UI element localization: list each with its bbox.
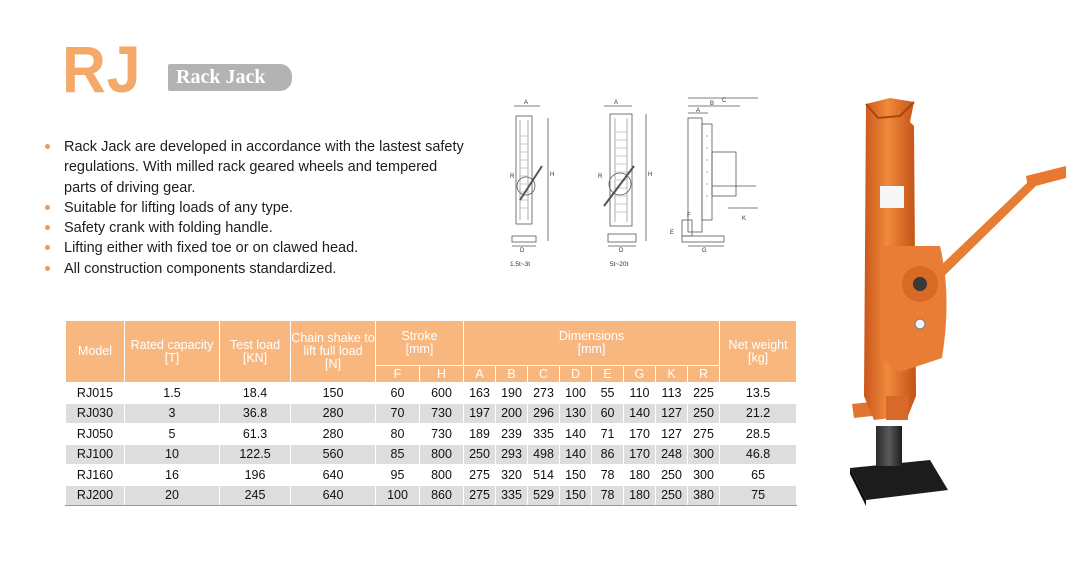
sub-header: D — [560, 366, 592, 383]
dim-label-a: A — [614, 100, 619, 106]
table-cell: 21.2 — [720, 403, 797, 424]
table-cell: 730 — [420, 424, 464, 445]
table-cell: 46.8 — [720, 444, 797, 465]
table-cell: 335 — [528, 424, 560, 445]
col-header-stroke: Stroke [mm] — [376, 321, 464, 366]
table-cell: 10 — [125, 444, 220, 465]
page-title: RJ — [62, 32, 142, 106]
sub-header: H — [420, 366, 464, 383]
dim-label-h: H — [550, 172, 555, 178]
table-cell: 860 — [420, 485, 464, 506]
table-cell: 335 — [496, 485, 528, 506]
table-cell: 86 — [592, 444, 624, 465]
table-cell: 1.5 — [125, 383, 220, 404]
table-cell: RJ030 — [66, 403, 125, 424]
table-cell: 730 — [420, 403, 464, 424]
sub-header: B — [496, 366, 528, 383]
table-cell: 130 — [560, 403, 592, 424]
table-cell: 71 — [592, 424, 624, 445]
technical-drawing-side — [668, 96, 764, 271]
table-cell: 65 — [720, 465, 797, 486]
table-cell: 800 — [420, 465, 464, 486]
dim-label-b: B — [710, 101, 715, 107]
table-cell: 180 — [624, 485, 656, 506]
table-cell: 80 — [376, 424, 420, 445]
table-cell: 293 — [496, 444, 528, 465]
col-header-chain: Chain shake to lift full load [N] — [291, 321, 376, 383]
drawing-caption: 5t~20t — [610, 261, 629, 268]
table-cell: 196 — [220, 465, 291, 486]
table-row — [66, 465, 797, 486]
table-cell: 275 — [688, 424, 720, 445]
table-cell: 197 — [464, 403, 496, 424]
table-cell: 275 — [464, 465, 496, 486]
table-cell: 100 — [376, 485, 420, 506]
table-cell: 250 — [656, 465, 688, 486]
table-row — [66, 444, 797, 465]
table-cell: 498 — [528, 444, 560, 465]
dim-label-c: C — [722, 98, 727, 104]
table-cell: 380 — [688, 485, 720, 506]
table-cell: 55 — [592, 383, 624, 404]
table-cell: 5 — [125, 424, 220, 445]
table-cell: 250 — [656, 485, 688, 506]
table-cell: 60 — [592, 403, 624, 424]
table-cell: 95 — [376, 465, 420, 486]
table-cell: 36.8 — [220, 403, 291, 424]
table-cell: 150 — [291, 383, 376, 404]
table-row — [66, 485, 797, 506]
table-cell: 640 — [291, 465, 376, 486]
table-cell: 127 — [656, 403, 688, 424]
table-cell: 60 — [376, 383, 420, 404]
table-cell: 28.5 — [720, 424, 797, 445]
table-cell: 140 — [560, 424, 592, 445]
table-cell: 170 — [624, 444, 656, 465]
spec-table-body — [66, 383, 797, 506]
sub-header: E — [592, 366, 624, 383]
table-cell: 239 — [496, 424, 528, 445]
table-cell: 20 — [125, 485, 220, 506]
table-cell: 85 — [376, 444, 420, 465]
dim-label-f: F — [687, 213, 691, 219]
col-header-test-load: Test load [KN] — [220, 321, 291, 383]
rack-jack-photo — [830, 96, 1070, 516]
table-cell: 127 — [656, 424, 688, 445]
technical-drawing-large — [590, 96, 670, 271]
feature-item: Safety crank with folding handle. — [44, 218, 464, 238]
table-cell: 75 — [720, 485, 797, 506]
table-cell: 248 — [656, 444, 688, 465]
col-header-model: Model — [66, 321, 125, 383]
table-cell: 189 — [464, 424, 496, 445]
table-row — [66, 403, 797, 424]
table-cell: 70 — [376, 403, 420, 424]
table-cell: 180 — [624, 465, 656, 486]
table-cell: 78 — [592, 465, 624, 486]
table-cell: 514 — [528, 465, 560, 486]
table-cell: RJ100 — [66, 444, 125, 465]
spec-table — [65, 320, 797, 506]
sub-header: C — [528, 366, 560, 383]
dim-label-k: K — [742, 216, 747, 222]
feature-item: Rack Jack are developed in accordance with the lastest safety regulations. With milled rack geared wheels and tempered parts of driving gear. — [44, 137, 464, 198]
drawing-caption: 1.5t~3t — [510, 261, 531, 268]
table-cell: 18.4 — [220, 383, 291, 404]
table-cell: 140 — [624, 403, 656, 424]
sub-header: G — [624, 366, 656, 383]
dim-label-h: H — [648, 172, 653, 178]
table-cell: RJ200 — [66, 485, 125, 506]
col-header-weight: Net weight [kg] — [720, 321, 797, 383]
table-cell: 163 — [464, 383, 496, 404]
col-header-capacity: Rated capacity [T] — [125, 321, 220, 383]
table-cell: 250 — [464, 444, 496, 465]
table-row — [66, 424, 797, 445]
table-cell: 170 — [624, 424, 656, 445]
table-cell: RJ050 — [66, 424, 125, 445]
table-cell: 61.3 — [220, 424, 291, 445]
dim-label-a: A — [696, 108, 701, 114]
table-cell: 150 — [560, 465, 592, 486]
table-cell: 100 — [560, 383, 592, 404]
feature-item: All construction components standardized. — [44, 259, 464, 279]
table-cell: 529 — [528, 485, 560, 506]
dim-label-a: A — [524, 100, 529, 106]
table-cell: 560 — [291, 444, 376, 465]
table-cell: 250 — [688, 403, 720, 424]
table-cell: 273 — [528, 383, 560, 404]
table-row — [66, 383, 797, 404]
table-cell: 110 — [624, 383, 656, 404]
table-cell: 16 — [125, 465, 220, 486]
table-cell: 200 — [496, 403, 528, 424]
table-cell: 600 — [420, 383, 464, 404]
table-cell: 300 — [688, 444, 720, 465]
product-name-badge: Rack Jack — [168, 64, 292, 91]
dim-label-d: D — [619, 248, 624, 254]
table-cell: 296 — [528, 403, 560, 424]
table-cell: 320 — [496, 465, 528, 486]
table-cell: 640 — [291, 485, 376, 506]
table-cell: 190 — [496, 383, 528, 404]
dim-label-e: E — [670, 230, 675, 236]
feature-list — [44, 137, 464, 279]
table-cell: 280 — [291, 424, 376, 445]
col-header-dimensions: Dimensions [mm] — [464, 321, 720, 366]
table-cell: 78 — [592, 485, 624, 506]
table-cell: 245 — [220, 485, 291, 506]
table-cell: 225 — [688, 383, 720, 404]
table-cell: 800 — [420, 444, 464, 465]
table-cell: 275 — [464, 485, 496, 506]
dim-label-r: R — [598, 174, 603, 180]
feature-item: Lifting either with fixed toe or on clawed head. — [44, 238, 464, 258]
dim-label-d: D — [520, 248, 525, 254]
table-cell: 280 — [291, 403, 376, 424]
table-cell: 140 — [560, 444, 592, 465]
technical-drawing-small — [498, 96, 568, 271]
table-cell: 113 — [656, 383, 688, 404]
sub-header: K — [656, 366, 688, 383]
table-cell: 13.5 — [720, 383, 797, 404]
table-cell: RJ015 — [66, 383, 125, 404]
table-cell: 150 — [560, 485, 592, 506]
sub-header: A — [464, 366, 496, 383]
dim-label-g: G — [702, 248, 707, 254]
sub-header: R — [688, 366, 720, 383]
table-cell: RJ160 — [66, 465, 125, 486]
table-cell: 3 — [125, 403, 220, 424]
table-cell: 300 — [688, 465, 720, 486]
table-cell: 122.5 — [220, 444, 291, 465]
sub-header: F — [376, 366, 420, 383]
feature-item: Suitable for lifting loads of any type. — [44, 198, 464, 218]
dim-label-r: R — [510, 174, 515, 180]
